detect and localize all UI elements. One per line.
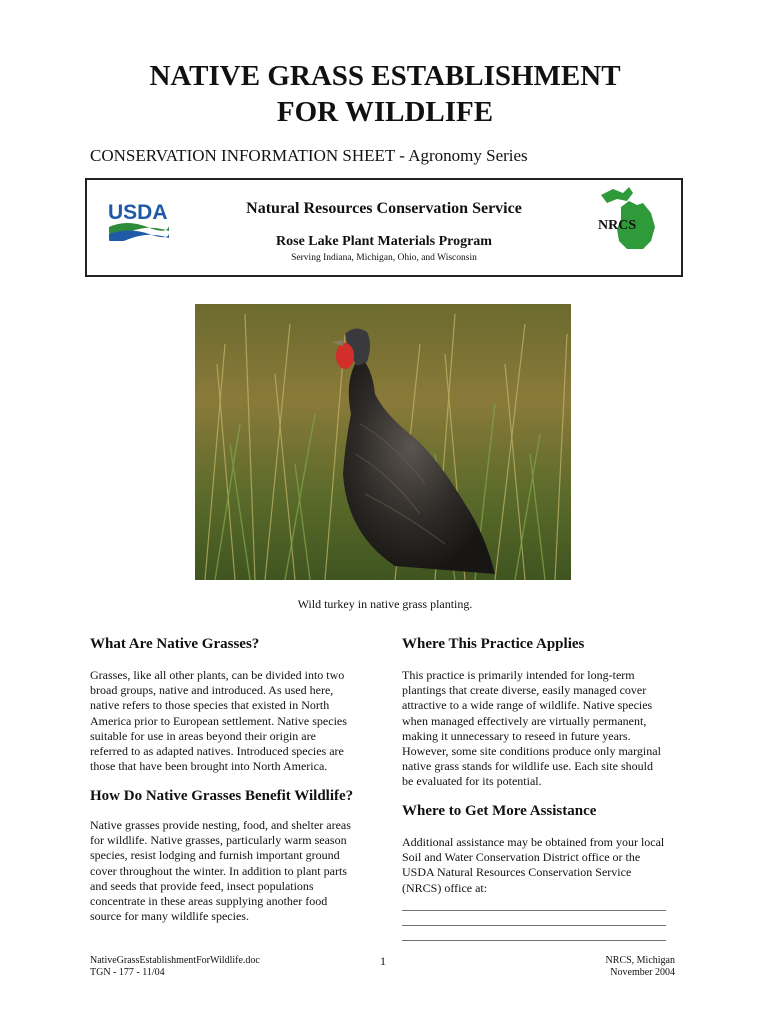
text-line: plantings that create diverse, easily managed cover xyxy=(402,683,647,698)
text-line: those that have been brought into North America. xyxy=(90,759,328,774)
usda-logo-text: USDA xyxy=(108,201,168,224)
page-title xyxy=(0,58,770,130)
series-subtitle: CONSERVATION INFORMATION SHEET - Agronomy Series xyxy=(90,146,528,165)
text-line: However, some site conditions produce only marginal xyxy=(402,744,661,759)
text-line: America prior to European settlement. Native species xyxy=(90,713,347,728)
nrcs-michigan-logo xyxy=(593,183,663,253)
footer-left xyxy=(90,955,260,979)
wildlife-benefit-text xyxy=(90,818,351,924)
text-line: USDA Natural Resources Conservation Service xyxy=(402,865,632,880)
footer-doc-code: TGN - 177 - 11/04 xyxy=(90,967,165,978)
text-line: be evaluated for its potential. xyxy=(402,774,542,789)
wildlife-benefit-heading: How Do Native Grasses Benefit Wildlife? xyxy=(90,788,354,804)
more-assistance-heading: Where to Get More Assistance xyxy=(402,803,597,819)
text-line: Grasses, like all other plants, can be divided into two xyxy=(90,668,345,682)
text-line: attractive to a wide range of wildlife. Native species xyxy=(402,698,653,713)
text-line: making it unnecessary to reseed in future years. xyxy=(402,728,631,743)
text-line: Additional assistance may be obtained from your local xyxy=(402,835,665,849)
text-line: source for many wildlife species. xyxy=(90,909,249,924)
text-line: concentrate in these areas supplying another food xyxy=(90,894,328,909)
text-line: and seeds that provide feed, insect populations xyxy=(90,878,314,893)
page-number: 1 xyxy=(380,954,386,968)
office-address-blank-lines xyxy=(402,898,666,943)
wild-turkey-photo xyxy=(195,304,571,580)
footer-right xyxy=(560,955,675,979)
text-line: broad groups, native and introduced. As used here, xyxy=(90,683,334,698)
photo-caption: Wild turkey in native grass planting. xyxy=(297,597,473,611)
text-line: suitable for use in areas beyond their origin are xyxy=(90,728,316,743)
footer-date: November 2004 xyxy=(610,967,675,978)
title-line-2: FOR WILDLIFE xyxy=(276,96,494,128)
blank-line: ____________________________________________ xyxy=(402,913,666,927)
where-practice-applies-heading: Where This Practice Applies xyxy=(402,636,585,652)
service-area: Serving Indiana, Michigan, Ohio, and Wisconsin xyxy=(291,253,477,263)
text-line: Soil and Water Conservation District office or the xyxy=(402,850,641,865)
text-line: cover throughout the winter. In addition to plant parts xyxy=(90,863,347,878)
agency-name: Natural Resources Conservation Service xyxy=(246,200,522,217)
title-line-1: NATIVE GRASS ESTABLISHMENT xyxy=(149,60,621,92)
blank-line: ____________________________________________ xyxy=(402,928,666,942)
text-line: This practice is primarily intended for long-term xyxy=(402,668,635,682)
text-line: species, resist lodging and furnish important ground xyxy=(90,848,340,863)
blank-line: ____________________________________________ xyxy=(402,898,666,912)
where-practice-applies-text xyxy=(402,668,661,790)
footer-filename: NativeGrassEstablishmentForWildlife.doc xyxy=(90,955,260,966)
text-line: Native grasses provide nesting, food, and shelter areas xyxy=(90,818,351,832)
program-name: Rose Lake Plant Materials Program xyxy=(276,234,492,249)
more-assistance-text xyxy=(402,835,664,896)
what-are-native-grasses-text xyxy=(90,668,347,774)
text-line: when managed effectively are virtually permanent, xyxy=(402,713,647,728)
text-line: (NRCS) office at: xyxy=(402,880,488,895)
agency-header-box xyxy=(85,178,683,277)
text-line: for wildlife. Native grasses, particularly warm season xyxy=(90,833,347,848)
text-line: referred to as adapted natives. Introduced species are xyxy=(90,744,344,759)
text-line: native grass stands for wildlife use. Each site should xyxy=(402,759,653,774)
nrcs-logo-text: NRCS xyxy=(598,218,637,233)
what-are-native-grasses-heading: What Are Native Grasses? xyxy=(90,636,260,652)
text-line: native refers to those species that existed in North xyxy=(90,698,330,713)
footer-office: NRCS, Michigan xyxy=(605,955,675,966)
